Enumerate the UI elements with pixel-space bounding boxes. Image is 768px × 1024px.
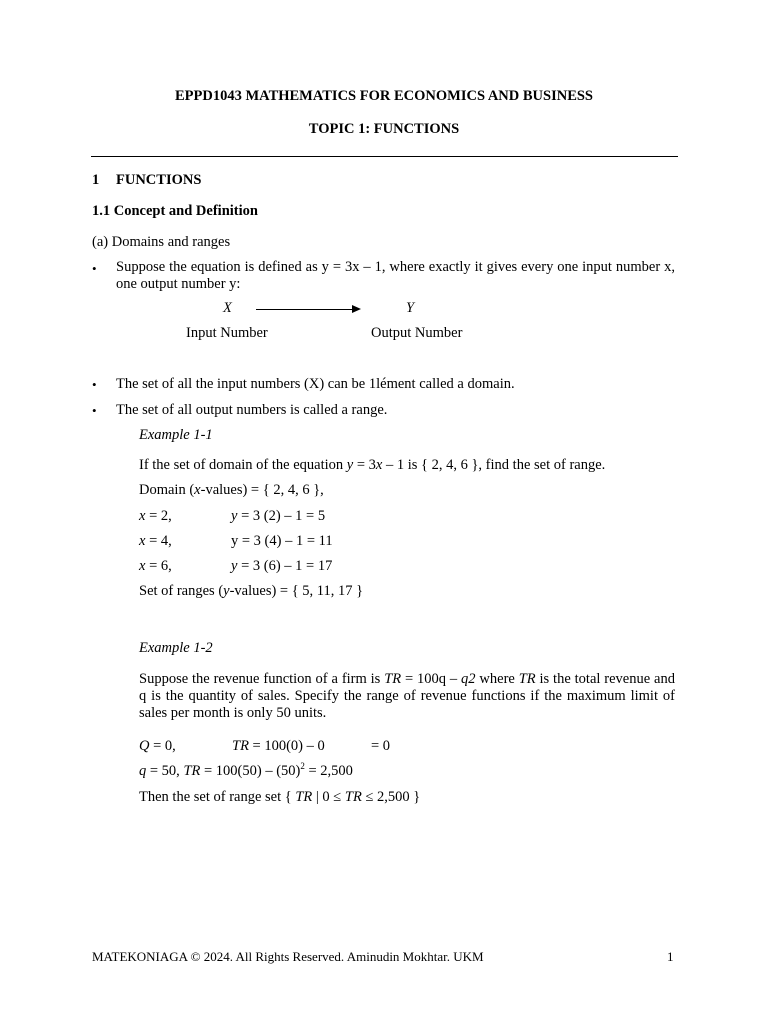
input-number-caption: Input Number (186, 325, 268, 341)
final-mid: | 0 ≤ (312, 789, 345, 805)
para-part-1: Suppose the revenue function of a firm is (139, 671, 385, 687)
range-prefix: Set of ranges ( (139, 583, 224, 599)
para-var-tr: TR (518, 671, 536, 687)
para-part-4: is the total revenue and q is the quantity of sales. Specify the range of revenue functions if the maximum limit of sales per month is only 50 units. (139, 671, 675, 721)
final-prefix: Then the set of range set { (139, 789, 296, 805)
page-number: 1 (667, 949, 674, 964)
row-x-value: = 2, (145, 508, 172, 524)
row-x-value: = 6, (145, 558, 172, 574)
range-suffix: -values) = { 5, 11, 17 } (229, 583, 364, 599)
var-q: q (139, 763, 147, 779)
example-1-title: Example 1-1 (139, 427, 213, 443)
arrow-head-icon (352, 305, 361, 313)
mapping-x-label: X (223, 300, 232, 316)
bullet-3-marker: • (92, 403, 97, 418)
bullet-1-text: Suppose the equation is defined as y = 3x – 1, where exactly it gives every one input number x, one output number y: (116, 259, 675, 292)
calc-row-2-x (139, 533, 172, 550)
header-divider (91, 156, 678, 157)
row-var-y: y (231, 558, 238, 574)
calc-row-1-y (231, 508, 325, 525)
tr-result: = 2,500 (304, 763, 353, 779)
row-var-x: x (139, 508, 146, 524)
footer-copyright: MATEKONIAGA © 2024. All Rights Reserved. Aminudin Mokhtar. UKM (92, 949, 484, 964)
var-tr: TR (344, 789, 362, 805)
domain-var-x: x (194, 482, 201, 498)
row-var-x: x (139, 558, 146, 574)
bullet-3-text: The set of all output numbers is called a range. (116, 402, 388, 418)
domain-suffix: -values) = { 2, 4, 6 }, (200, 482, 324, 498)
row-var-y: y (231, 508, 238, 524)
revenue-line-1-result: = 0 (371, 738, 391, 754)
mapping-y-label: Y (406, 300, 415, 316)
range-var-y: y (223, 583, 230, 599)
calc-row-3-x (139, 558, 172, 575)
row-y-expr: = 3 (6) – 1 = 17 (237, 558, 333, 574)
example-1-question (139, 457, 605, 474)
calc-row-2-y (231, 533, 333, 550)
para-part-3: where (475, 671, 519, 687)
part-a-heading: (a) Domains and ranges (92, 234, 231, 250)
var-q: Q (139, 738, 150, 754)
final-suffix: ≤ 2,500 } (361, 789, 421, 805)
revenue-line-1-tr (232, 738, 325, 755)
row-y-expr: = 3 (2) – 1 = 5 (237, 508, 326, 524)
row-y-expr: y = 3 (4) – 1 = 11 (231, 533, 333, 549)
var-tr: TR (183, 763, 201, 779)
q-var-y: y (346, 457, 354, 473)
calc-row-1-x (139, 508, 172, 525)
row-x-value: = 4, (145, 533, 172, 549)
q-value: = 0, (149, 738, 176, 754)
example-2-title: Example 1-2 (139, 640, 213, 656)
exponent: 2 (300, 761, 305, 772)
subsection-title: 1.1 Concept and Definition (92, 203, 258, 219)
bullet-2-marker: • (92, 377, 97, 392)
para-var-tr: TR (384, 671, 402, 687)
output-number-caption: Output Number (371, 325, 463, 341)
bullet-2-text: The set of all the input numbers (X) can be 1lément called a domain. (116, 376, 515, 392)
bullet-1-marker: • (92, 261, 97, 276)
q-prefix: If the set of domain of the equation (139, 457, 347, 473)
section-title: FUNCTIONS (116, 172, 202, 188)
q-mid: = 3 (353, 457, 376, 473)
section-number: 1 (92, 172, 100, 188)
mapping-arrow (256, 309, 354, 310)
row-var-x: x (139, 533, 146, 549)
tr-expr: = 100(0) – 0 (248, 738, 325, 754)
topic-title: TOPIC 1: FUNCTIONS (308, 121, 460, 137)
q-value: = 50, (146, 763, 184, 779)
example-2-paragraph (139, 671, 675, 722)
var-tr: TR (295, 789, 313, 805)
revenue-line-2 (139, 763, 353, 780)
range-set-line (139, 789, 420, 806)
course-title: EPPD1043 MATHEMATICS FOR ECONOMICS AND BUSINESS (175, 88, 593, 104)
domain-prefix: Domain ( (139, 482, 195, 498)
calc-row-3-y (231, 558, 332, 575)
domain-line (139, 482, 324, 499)
revenue-line-1-q (139, 738, 176, 755)
range-line (139, 583, 363, 600)
para-var-q2: q2 (461, 671, 476, 687)
var-tr: TR (232, 738, 249, 754)
q-var-x: x (375, 457, 383, 473)
q-suffix: – 1 is { 2, 4, 6 }, find the set of range. (382, 457, 606, 473)
para-part-2: = 100q – (401, 671, 462, 687)
tr-expr: = 100(50) – (50) (200, 763, 301, 779)
